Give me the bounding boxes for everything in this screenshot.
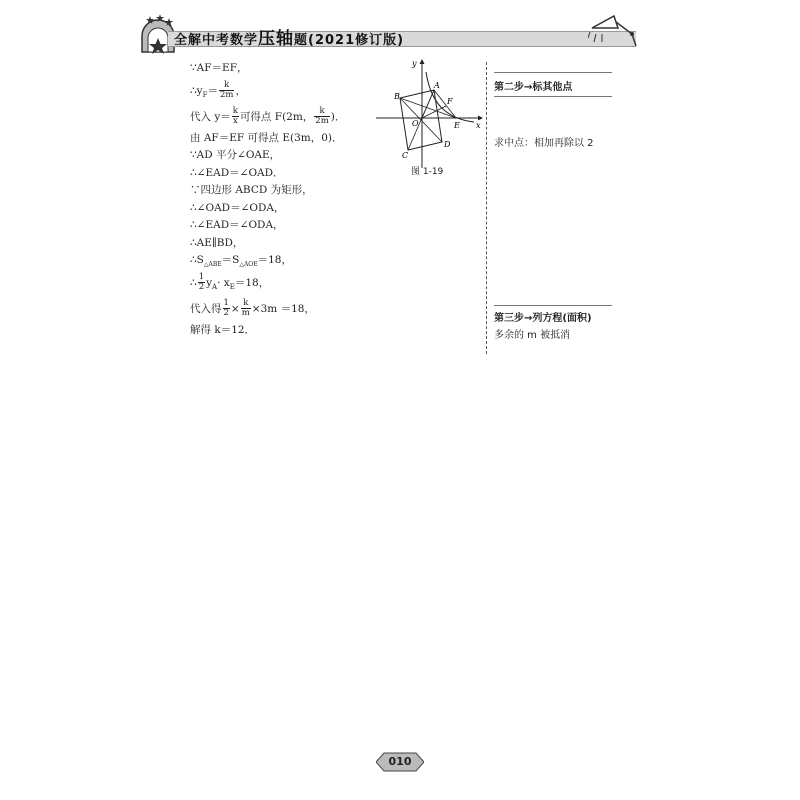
label-c: C <box>402 151 409 160</box>
solution-text <box>190 60 365 339</box>
x-axis-arrow-icon <box>478 116 483 121</box>
desk-lamp-icon <box>588 14 638 50</box>
label-a: A <box>434 81 440 90</box>
side-rule-top-1 <box>494 72 612 73</box>
step3-title: 第三步→列方程(面积) <box>494 313 592 324</box>
y-axis-arrow-icon <box>420 59 425 64</box>
column-divider <box>486 62 487 354</box>
label-d: D <box>444 140 451 149</box>
book-title: 全解中考数学压轴题(2021修订版) <box>174 29 405 49</box>
geometry-figure <box>374 58 486 178</box>
step2-title: 第二步→标其他点 <box>494 82 573 93</box>
page-number-badge <box>376 752 424 772</box>
solution-line-1: ∵AF＝EF， <box>190 62 248 74</box>
figure-caption: 图 1-19 <box>411 167 444 177</box>
solution-line-10: ∴AE∥BD， <box>190 236 244 249</box>
solution-line-2: $\therefore y_F=$ $\frac{k}{2m}$ ， <box>190 80 246 100</box>
page-header <box>138 14 638 54</box>
solution-line-14: 解得 k＝12． <box>190 323 256 336</box>
solution-line-8: ∴∠OAD＝∠ODA， <box>190 201 285 214</box>
solution-line-6: ∴∠EAD＝∠OAD． <box>190 166 284 179</box>
solution-line-4: 由 AF＝EF 可得点 E(3m，0)． <box>190 131 343 144</box>
step2-note: 求中点：相加再除以 2 <box>494 138 594 149</box>
segment-oa <box>422 90 434 118</box>
label-f: F <box>447 97 453 106</box>
segment-of <box>422 106 446 118</box>
label-y: y <box>412 59 417 68</box>
diagonal-bd <box>400 98 442 142</box>
page-number: 010 <box>388 755 412 768</box>
solution-line-13: 代入得 $\frac{1}{2}$ × $\frac{k}{m}$ ×3m ＝18， <box>190 298 315 318</box>
solution-line-12: ∴ $\frac{1}{2}$ $y_A\cdot x_E=18$， <box>190 272 270 292</box>
solution-line-5: ∵AD 平分∠OAE， <box>190 149 281 161</box>
solution-line-3: 代入 y＝ $\frac{k}{x}$ 可得点 F(2m， $\frac{k}{2m}$ )． <box>190 106 346 126</box>
solution-line-7: ∵四边形 ABCD 为矩形， <box>190 184 313 196</box>
solution-line-9: ∴∠EAD＝∠ODA， <box>190 219 284 231</box>
label-b: B <box>394 92 400 101</box>
side-rule-top-2 <box>494 305 612 306</box>
step3-note: 多余的 m 被抵消 <box>494 330 571 341</box>
label-x: x <box>476 121 481 130</box>
label-o: O <box>412 119 419 128</box>
solution-line-11: $\therefore S_{\triangle ABE}=S_{\triangle AOE}=18$， <box>190 254 292 269</box>
label-e: E <box>454 121 460 130</box>
side-rule-bottom-1 <box>494 96 612 97</box>
